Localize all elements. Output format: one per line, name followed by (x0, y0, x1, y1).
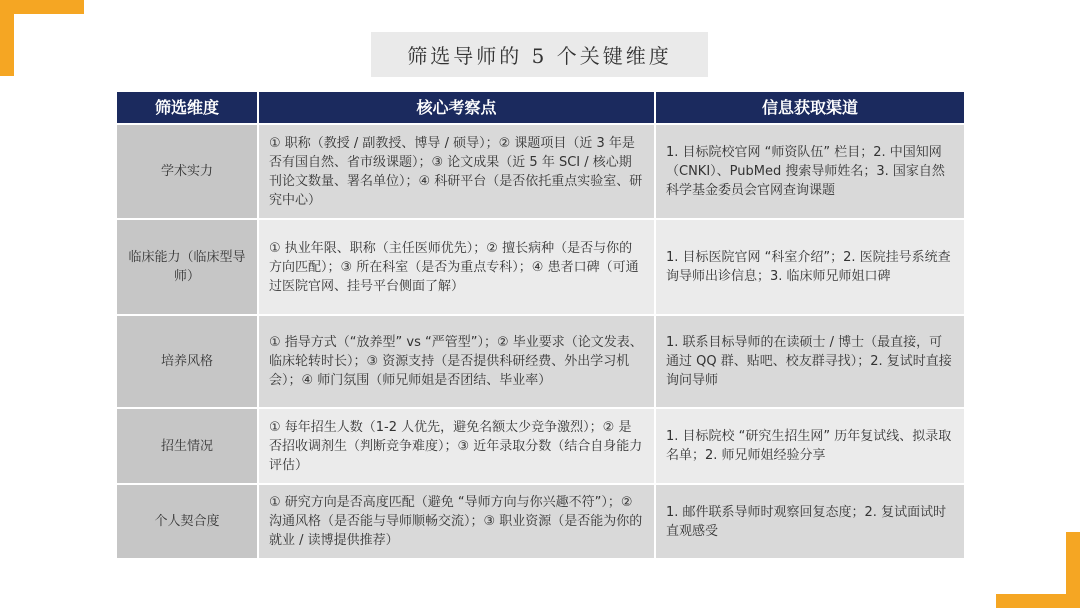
dimension-cell: 临床能力（临床型导师） (117, 219, 258, 315)
dimension-cell: 个人契合度 (117, 484, 258, 558)
page-title: 筛选导师的 5 个关键维度 (371, 32, 708, 77)
table-row (117, 315, 964, 408)
core-points-cell: ① 研究方向是否高度匹配（避免 “导师方向与你兴趣不符”）；② 沟通风格（是否能与导师顺畅交流）；③ 职业资源（是否能为你的就业 / 读博提供推荐） (258, 484, 655, 558)
channels-cell: 1. 目标院校官网 “师资队伍” 栏目；2. 中国知网（CNKI）、PubMed 搜索导师姓名；3. 国家自然科学基金委员会官网查询课题 (655, 124, 964, 219)
core-points-cell: ① 指导方式（“放养型” vs “严管型”）；② 毕业要求（论文发表、临床轮转时长）；③ 资源支持（是否提供科研经费、外出学习机会）；④ 师门氛围（师兄师姐是否团结、毕业率） (258, 315, 655, 408)
core-points-cell: ① 职称（教授 / 副教授、博导 / 硕导）；② 课题项目（近 3 年是否有国自然、省市级课题）；③ 论文成果（近 5 年 SCI / 核心期刊论文数量、署名单位）；④ 科研平台（是否依托重点实验室、研究中心） (258, 124, 655, 219)
table-header-row (117, 92, 964, 124)
core-points-cell: ① 执业年限、职称（主任医师优先）；② 擅长病种（是否与你的方向匹配）；③ 所在科室（是否为重点专科）；④ 患者口碑（可通过医院官网、挂号平台侧面了解） (258, 219, 655, 315)
channels-cell: 1. 目标院校 “研究生招生网” 历年复试线、拟录取名单；2. 师兄师姐经验分享 (655, 408, 964, 484)
channels-cell: 1. 邮件联系导师时观察回复态度；2. 复试面试时直观感受 (655, 484, 964, 558)
table-row (117, 219, 964, 315)
table-row (117, 124, 964, 219)
table-row (117, 408, 964, 484)
dimension-cell: 学术实力 (117, 124, 258, 219)
corner-decoration-bottom-right-vertical (1066, 532, 1080, 608)
header-core-points: 核心考察点 (258, 92, 655, 124)
core-points-cell: ① 每年招生人数（1-2 人优先，避免名额太少竞争激烈）；② 是否招收调剂生（判断竞争难度）；③ 近年录取分数（结合自身能力评估） (258, 408, 655, 484)
dimension-cell: 招生情况 (117, 408, 258, 484)
channels-cell: 1. 目标医院官网 “科室介绍”；2. 医院挂号系统查询导师出诊信息；3. 临床师兄师姐口碑 (655, 219, 964, 315)
dimension-cell: 培养风格 (117, 315, 258, 408)
header-channels: 信息获取渠道 (655, 92, 964, 124)
header-dimension: 筛选维度 (117, 92, 258, 124)
channels-cell: 1. 联系目标导师的在读硕士 / 博士（最直接，可通过 QQ 群、贴吧、校友群寻找）；2. 复试时直接询问导师 (655, 315, 964, 408)
corner-decoration-top-left-vertical (0, 0, 14, 76)
criteria-table (117, 92, 964, 558)
table-row (117, 484, 964, 558)
